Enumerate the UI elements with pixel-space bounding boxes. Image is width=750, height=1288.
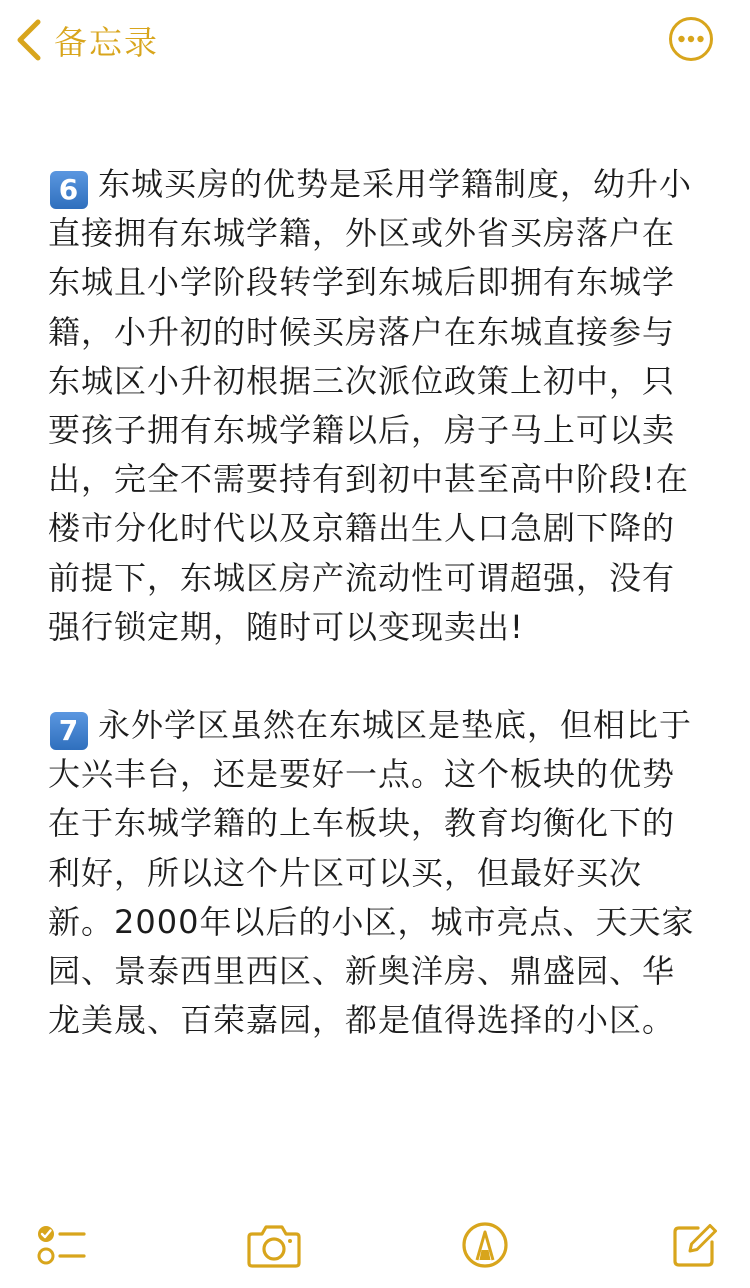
number-badge: 6 xyxy=(50,171,88,209)
back-button[interactable] xyxy=(14,14,159,66)
checklist-icon xyxy=(34,1220,88,1270)
more-button[interactable] xyxy=(668,16,714,62)
camera-button[interactable] xyxy=(246,1220,302,1270)
markup-pen-icon xyxy=(460,1220,510,1270)
navigation-bar xyxy=(0,0,750,84)
more-ellipsis-icon xyxy=(668,47,714,66)
chevron-left-icon xyxy=(14,18,44,62)
bottom-toolbar xyxy=(0,1210,750,1288)
back-label: 备忘录 xyxy=(54,22,159,62)
paragraph-text: 永外学区虽然在东城区是垫底，但相比于大兴丰台，还是要好一点。这个板块的优势在于东城学籍的上车板块，教育均衡化下的利好，所以这个片区可以买，但最好买次新。2000年以后的小区，城市亮点、天天家园、景泰西里西区、新奥洋房、鼎盛园、华龙美晟、百荣嘉园，都是值得选择的小区。 xyxy=(48,706,695,1040)
compose-icon xyxy=(670,1220,720,1270)
paragraph-text: 东城买房的优势是采用学籍制度，幼升小直接拥有东城学籍，外区或外省买房落户在东城且小学阶段转学到东城后即拥有东城学籍，小升初的时候买房落户在东城直接参与东城区小升初根据三次派位政策上初中，只要孩子拥有东城学籍以后，房子马上可以卖出，完全不需要持有到初中甚至高中阶段!在楼市分化时代以及京籍出生人口急剧下降的前提下，东城区房产流动性可谓超强，没有强行锁定期，随时可以变现卖出! xyxy=(48,165,693,646)
camera-icon xyxy=(246,1220,302,1270)
note-body[interactable] xyxy=(48,160,698,1045)
checklist-button[interactable] xyxy=(34,1220,88,1270)
number-badge: 7 xyxy=(50,712,88,750)
note-paragraph xyxy=(48,701,698,1045)
markup-button[interactable] xyxy=(460,1220,510,1270)
note-paragraph xyxy=(48,160,698,652)
compose-button[interactable] xyxy=(670,1220,720,1270)
